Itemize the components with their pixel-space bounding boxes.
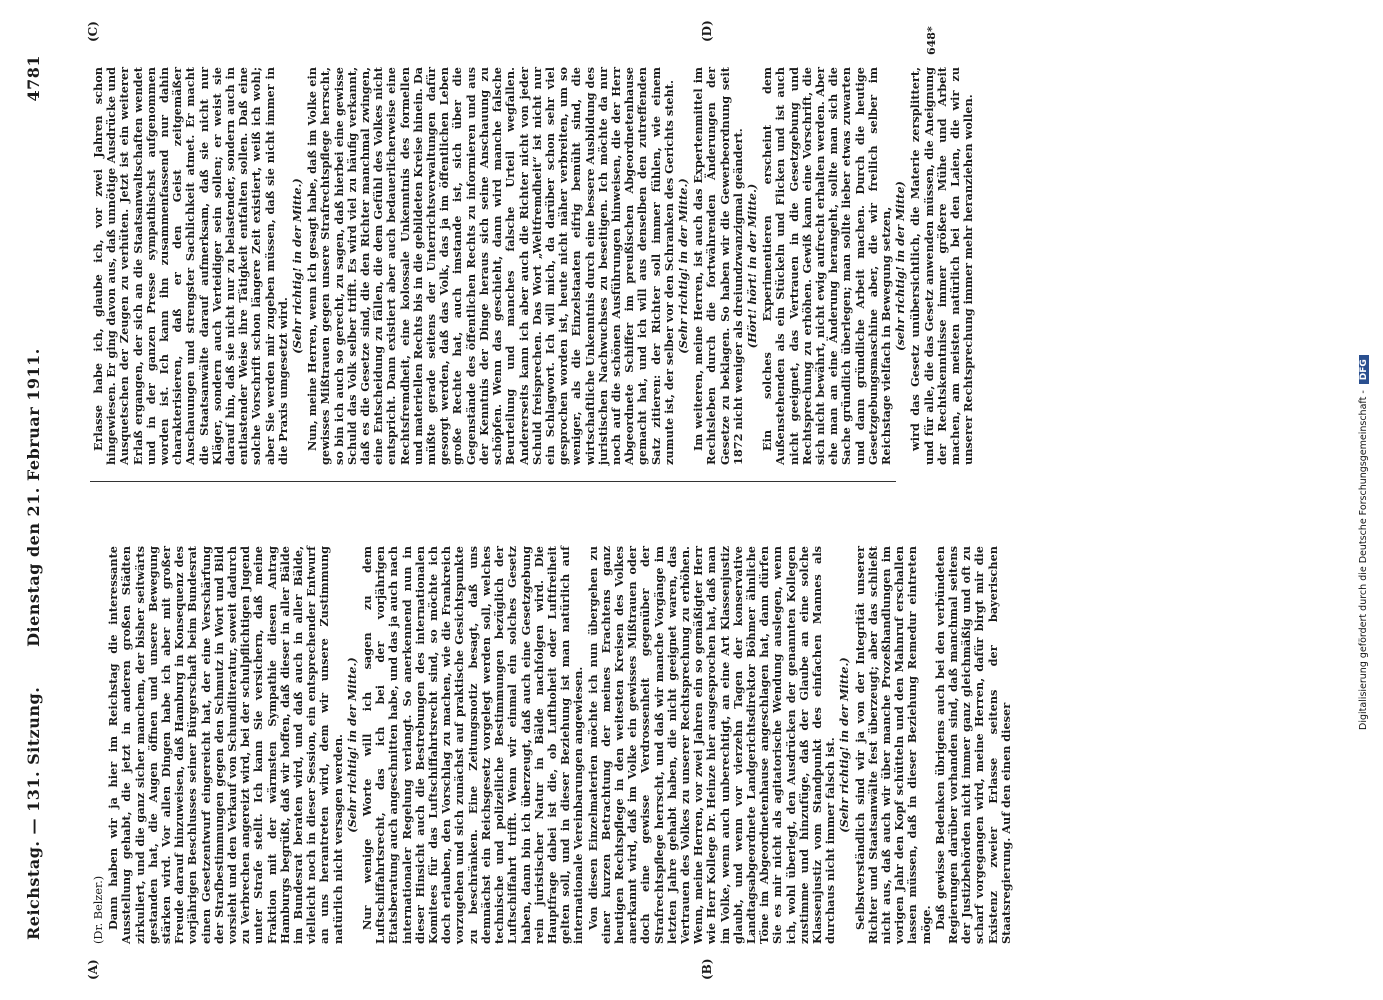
interjection: (Sehr richtig! in der Mitte.) bbox=[344, 657, 359, 833]
margin-marker-c: (C) bbox=[86, 21, 100, 42]
left-text-column bbox=[92, 546, 1013, 944]
credit-text: Digitalisierung gefördert durch die Deutsche Forschungsgemeinschaft - bbox=[1358, 390, 1369, 730]
paragraph: wird das Gesetz unübersichtlich, die Materie zersplittert, und für alle, die das Gesetz anwenden müssen, die Aneignung der Rechtskenntnisse immer größere Mühe und Arbeit machen, am meisten natürlich bei den Laien, die wir zu unserer Rechtsprechung immer mehr heranziehen wollen. bbox=[908, 67, 976, 465]
interjection: (Hört! hört! in der Mitte.) bbox=[744, 183, 759, 349]
speaker-name: (Dr. Belzer.) bbox=[92, 875, 105, 944]
paragraph: Von diesen Einzelmaterien möchte ich nun übergehen zu einer kurzen Betrachtung der meines Erachtens ganz heutigen Rechtspflege in den weitesten Kreisen des Volkes anerkannt wird, daß im Volke ein gewisses Mißtrauen oder doch eine gewisse Verdrossenheit gegenüber der Strafrechtspflege herrscht, und daß wir manche Vorgänge im letzten Jahre gehabt haben, die nicht geeignet waren, das Vertrauen des Volkes zu unserer Rechtsprechung zu erhöhen. Wenn, meine Herren, vor zwei Jahren ein so gemäßigter Herr wie Herr Kollege Dr. Heinze hier ausgesprochen hat, daß man im Volke, wenn auch unberechtigt, an eine Art Klassenjustiz glaubt, und wenn vor vierzehn Tagen der konservative Landtagsabgeordnete Landgerichtsdirektor Böhmer ähnliche Töne im Abgeordnetenhause angeschlagen hat, dann dürfen Sie es mir nicht als agitatorische Wendung auslegen, wenn ich, wohl überlegt, den Ausdrücken der genannten Kollegen zustimme und hinzufüge, daß der Glaube an eine solche Klassenjustiz vom Standpunkt des einfachen Mannes als durchaus nicht immer falsch ist. bbox=[585, 546, 838, 944]
paragraph: Nur wenige Worte will ich sagen zu dem Luftschiffahrtsrecht, das ich bei der vorjährigen Etatsberatung auch angeschnitten habe, und das ja auch nach internationaler Regelung verlangt. So anerkennend nun in dieser Hinsicht auch die Bestrebungen des internationalen Komitees für das Luftschiffahrtsrecht sind, so möchte ich doch erlauben, den Vorschlag zu machen, wie die Frankreich vorzugehen und sich zunächst auf praktische Gesichtspunkte zu beschränken. Eine Zeitungsnotiz besagt, daß uns demnächst ein Reichsgesetz vorgelegt werden soll, welches technische und polizeiliche Bestimmungen bezüglich der Luftschiffahrt trifft. Wenn wir einmal ein solches Gesetz haben, dann bin ich überzeugt, daß auch eine Gesetzgebung rein juristischer Natur in Bälde nachfolgen wird. Die Hauptfrage dabei ist die, ob Lufthoheit oder Luftfreiheit gelten soll, und in dieser Beziehung ist man natürlich auf internationale Vereinbarungen angewiesen. bbox=[360, 546, 586, 944]
dfg-logo: DFG bbox=[1359, 355, 1369, 384]
margin-marker-a: (A) bbox=[86, 959, 100, 980]
paragraph: Nun, meine Herren, wenn ich gesagt habe, daß im Volke ein gewisses Mißtrauen gegen unsere Strafrechtspflege herrscht, so bin ich auch so gerecht, zu sagen, daß hierbei eine gewisse Schuld das Volk selber trifft. Es wird viel zu häufig verkannt, daß es die Gesetze sind, die den Richter manchmal zwingen, eine Entscheidung zu fällen, die dem Gefühl des Volkes nicht entspricht. Dann existiert aber auch bedauerlicherweise eine Rechtsfremdheit, eine kolossale Unkenntnis des formellen und materiellen Rechts bis in die gebildeten Kreise hinein. Da müßte gerade seitens der Unterrichtsverwaltungen dafür gesorgt werden, daß das Volk, das ja im öffentlichen Leben große Rechte hat, auch imstande ist, sich über die Gegenstände des öffentlichen Rechts zu informieren und aus der Kenntnis der Dinge heraus sich seine Anschauung zu schöpfen. Wenn das geschieht, dann wird manche falsche Beurteilung und manches falsche Urteil wegfallen. Andererseits kann ich aber auch die Richter nicht von jeder Schuld freisprechen. Das Wort „Weltfremdheit“ ist nicht nur ein Schlagwort. Ich will mich, da darüber schon sehr viel gesprochen worden ist, heute nicht näher verbreiten, um so weniger, als die Einzelstaaten eifrig bemüht sind, die wirtschaftliche Unkenntnis durch eine bessere Ausbildung des juristischen Nachwuchses zu beseitigen. Ich möchte da nur noch auf die schönen Ausführungen hinweisen, die der Herr Abgeordnete Schiffer im preußischen Abgeordnetenhause gemacht hat, und ich will aus denselben den zutreffenden Satz zitieren: der Richter soll immer fühlen, wie einem zumute ist, der selber vor den Schranken des Gerichts steht. bbox=[305, 67, 676, 465]
paragraph: Erlasse habe ich, glaube ich, vor zwei Jahren schon hingewiesen. Er ging davon aus, daß unnötige Ausdrücke und Ausquetschen der Zeugen zu verhüten. Jetzt ist ein weiterer Erlaß ergangen, der sich an die Staatsanwaltschaften wendet und in der ganzen Presse sympathischst aufgenommen worden ist. Ich kann ihn zusammenfassend nur dahin charakterisieren, daß er den Geist zeitgemäßer Anschauungen und strengster Sachlichkeit atmet. Er macht die Staatsanwälte darauf aufmerksam, daß sie nicht nur Kläger, sondern auch Verteidiger sein sollen; er weist sie darauf hin, daß sie nicht nur zu belastender, sondern auch in entlastender Weise ihre Tätigkeit entfalten sollen. Daß eine solche Vorschrift schon längere Zeit existiert, weiß ich wohl; aber Sie werden mir zugeben müssen, daß sie nicht immer in die Praxis umgesetzt wird. bbox=[91, 67, 290, 465]
interjection: (Sehr richtig! in der Mitte.) bbox=[837, 657, 852, 833]
paragraph: Ein solches Experimentieren erscheint dem Außenstehenden als ein Stückeln und Flicken und ist auch nicht geeignet, das Vertrauen in die Gesetzgebung und Rechtsprechung zu erhöhen. Gewiß kann eine Vorschrift, die sich nicht bewährt, nicht ewig aufrecht erhalten werden. Aber ehe man an eine Änderung herangeht, sollte man sich die Sache gründlich überlegen; man sollte lieber etwas zuwarten und dann gründliche Arbeit machen. Durch die heutige Gesetzgebungsmaschine aber, die wir freilich selber im Reichstage vielfach in Bewegung setzen, bbox=[760, 67, 893, 465]
page-signature: 648* bbox=[925, 26, 938, 55]
page-header bbox=[24, 55, 50, 940]
margin-marker-d: (D) bbox=[700, 20, 714, 42]
margin-marker-b: (B) bbox=[700, 958, 714, 980]
interjection: (sehr richtig! in der Mitte) bbox=[893, 181, 908, 351]
paragraph: Im weiteren, meine Herren, ist auch das Expertenmittel im Rechtsleben durch die fortwährenden Änderungen der Gesetze zu beklagen. So haben wir die Gewerbeordnung seit 1872 nicht weniger als dreiundzwanzigmal geändert. bbox=[691, 67, 745, 465]
header-page-number: 4781 bbox=[24, 55, 43, 102]
column-divider bbox=[90, 481, 896, 482]
header-date: Dienstag den 21. Februar 1911. bbox=[24, 348, 43, 647]
interjection: (Sehr richtig! in der Mitte.) bbox=[675, 178, 690, 354]
right-text-column bbox=[91, 67, 976, 465]
paragraph: Daß gewisse Bedenken übrigens auch bei den verbündeten Regierungen darüber vorhanden sind, daß manchmal seitens der Justizbehörden nicht immer ganz gleichmäßig und oft zu scharf vorgegangen wird, meine Herren, dafür birgt mir die Existenz zweier Erlasse seitens der bayerischen Staatsregierung. Auf den einen dieser bbox=[932, 546, 1013, 944]
header-session: Reichstag. — 131. Sitzung. bbox=[24, 686, 43, 940]
digitization-credit bbox=[1358, 355, 1369, 730]
interjection: (Sehr richtig! in der Mitte.) bbox=[290, 178, 305, 354]
paragraph: Selbstverständlich sind wir ja von der Integrität unserer Richter und Staatsanwälte fest überzeugt; aber das schließt nicht aus, daß auch wir über manche Prozeßhandlungen im vorigen Jahr den Kopf schütteln und den Mahnruf erschallen lassen müssen, daß in dieser Beziehung Remedur eintreten möge. bbox=[852, 546, 933, 944]
paragraph: Dann haben wir ja hier im Reichstag die interessante Ausstellung gehabt, die jetzt in anderen großen Städten zirkuliert, und die ganz sicher manchem, der bisher seitwärts gestanden hat, die Augen öffnen und unsere Bewegung stärken wird. Vor allen Dingen habe ich aber mit großer Freude darauf hinzuweisen, daß Hamburg in Konsequenz des vorjährigen Beschlusses seiner Bürgerschaft beim Bundesrat einen Gesetzentwurf eingereicht hat, der eine Verschärfung der Strafbestimmungen gegen den Schmutz in Wort und Bild vorsieht und den Verkauf von Schundliteratur, soweit dadurch zu Verbrechen angereizt wird, bei der schulpflichtigen Jugend unter Strafe stellt. Ich kann Sie versichern, daß meine Fraktion mit der wärmsten Sympathie diesen Antrag Hamburgs begrüßt, daß wir hoffen, daß dieser in aller Bälde im Bundesrat beraten wird, und daß auch in aller Bälde, vielleicht noch in dieser Session, ein entsprechender Entwurf an uns herantreten wird, dem wir unsere Zustimmung natürlich nicht versagen werden. bbox=[106, 546, 345, 944]
